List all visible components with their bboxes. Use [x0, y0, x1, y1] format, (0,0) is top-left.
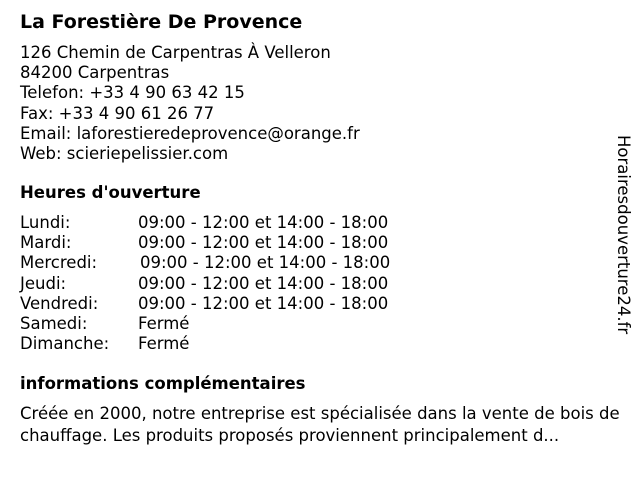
fax-number: Fax: +33 4 90 61 26 77	[20, 103, 215, 123]
day-label: Lundi:	[20, 213, 71, 232]
day-label: Vendredi:	[20, 293, 99, 313]
day-hours: Fermé	[138, 313, 190, 333]
email-address[interactable]: Email: laforestieredeprovence@orange.fr	[20, 123, 360, 143]
phone-number[interactable]: Telefon: +33 4 90 63 42 15	[20, 83, 245, 103]
day-label: Mercredi:	[20, 253, 98, 273]
day-hours: 09:00 - 12:00 et 14:00 - 18:00	[138, 233, 389, 253]
address-line-1: 126 Chemin de Carpentras À Velleron	[20, 43, 331, 62]
additional-info-heading: informations complémentaires	[20, 374, 306, 393]
website-link[interactable]: Web: scieriepelissier.com	[20, 144, 229, 164]
site-watermark	[612, 135, 634, 375]
day-hours: 09:00 - 12:00 et 14:00 - 18:00	[138, 293, 389, 313]
watermark-text: Horairesdouverture24.fr	[614, 135, 633, 335]
day-hours: Fermé	[138, 334, 190, 354]
day-label: Dimanche:	[20, 334, 110, 354]
day-label: Samedi:	[20, 313, 88, 333]
business-description: Créée en 2000, notre entreprise est spécialisée dans la vente de bois de chauffage. Les produits proposés proviennent principalement d...	[20, 404, 620, 445]
contact-block	[20, 43, 360, 164]
day-label: Mardi:	[20, 233, 72, 253]
day-hours: 09:00 - 12:00 et 14:00 - 18:00	[138, 213, 389, 232]
day-label: Jeudi:	[20, 273, 67, 293]
day-hours: 09:00 - 12:00 et 14:00 - 18:00	[138, 273, 389, 293]
opening-hours-heading: Heures d'ouverture	[20, 183, 201, 202]
business-name: La Forestière De Provence	[20, 11, 303, 33]
address-line-2: 84200 Carpentras	[20, 63, 170, 83]
day-hours: 09:00 - 12:00 et 14:00 - 18:00	[140, 253, 391, 273]
